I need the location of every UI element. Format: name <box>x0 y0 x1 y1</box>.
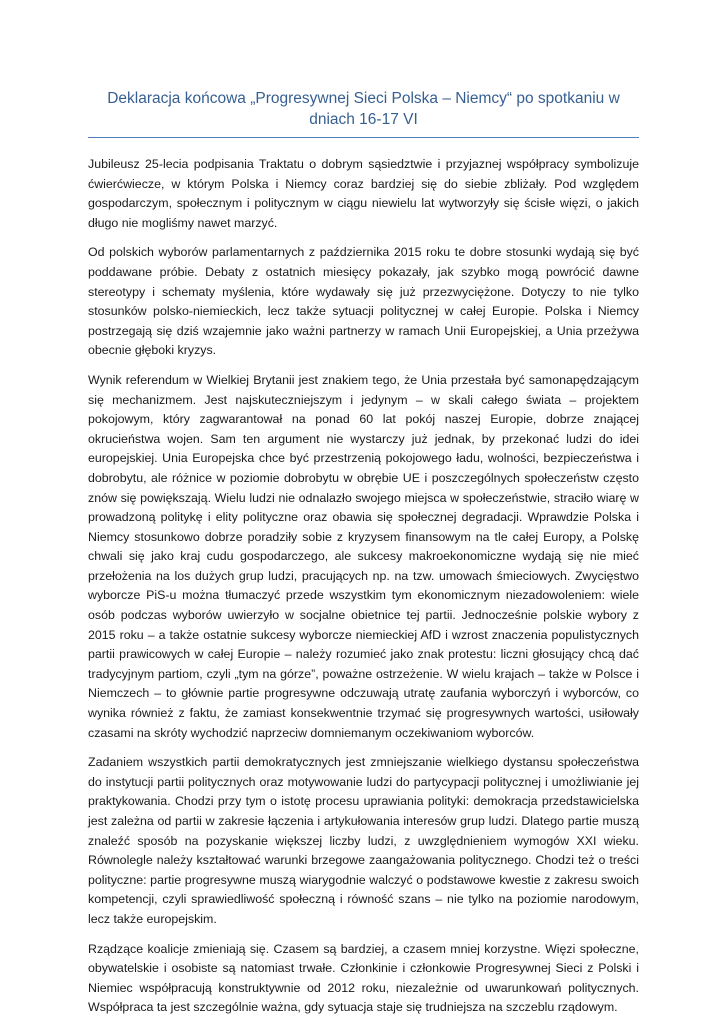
paragraph: Rządzące koalicje zmieniają się. Czasem są bardziej, a czasem mniej korzystne. Więzi społeczne, obywatelskie i osobiste są natomiast trwałe. Członkinie i członkowie Progresywnej Sieci z Polski i Niemiec współpracują konstruktywnie od 2012 roku, niezależnie od uwarunkowań politycznych. Współpraca ta jest szczególnie ważna, gdy sytuacja staje się trudniejsza na szczeblu rządowym. <box>88 941 639 1015</box>
document-title: Deklaracja końcowa „Progresywnej Sieci Polska – Niemcy“ po spotkaniu w dniach 16-17 VI <box>107 90 620 128</box>
paragraph: Zadaniem wszystkich partii demokratycznych jest zmniejszanie wielkiego dystansu społeczeństwa do instytucji partii politycznych oraz motywowanie ludzi do partycypacji politycznej i umożliwianie jej praktykowania. Chodzi przy tym o istotę procesu uprawiania polityki: demokracja przedstawicielska jest zależna od partii w zakresie łączenia i artykułowania interesów grup ludzi. Dlatego partie muszą znaleźć sposób na pozyskanie większej liczby ludzi, z uwzględnieniem wymogów XXI wieku. Równolegle należy kształtować warunki brzegowe zaangażowania politycznego. Chodzi też o treści polityczne: partie progresywne muszą wiarygodnie walczyć o podstawowe kwestie z zakresu swoich kompetencji, czyli sprawiedliwość społeczną i równość szans – nie tylko na poziomie narodowym, lecz także europejskim. <box>88 755 639 926</box>
document-body <box>88 155 639 1018</box>
paragraph: Jubileusz 25-lecia podpisania Traktatu o dobrym sąsiedztwie i przyjaznej współpracy symbolizuje ćwierćwiecze, w którym Polska i Niemcy coraz bardziej się do siebie zbliżały. Pod względem gospodarczym, społecznym i politycznym w ciągu niewielu lat wytworzyły się ścisłe więzi, o jakich długo nie mogliśmy nawet marzyć. <box>88 157 639 230</box>
title-divider <box>88 137 639 138</box>
paragraph: Wynik referendum w Wielkiej Brytanii jest znakiem tego, że Unia przestała być samonapędzającym się mechanizmem. Jest najskuteczniejszym i jedynym – w skali całego świata – projektem pokojowym, który zagwarantował na ponad 60 lat pokój naszej Europie, dobrze znającej okrucieństwa wojen. Sam ten argument nie wystarczy już jednak, by przekonać ludzi do idei europejskiej. Unia Europejska chce być przestrzenią pokojowego ładu, wolności, bezpieczeństwa i dobrobytu, ale różnice w poziomie dobrobytu w obrębie UE i poszczególnych społeczeństw często znów się powiększają. Wielu ludzi nie odnalazło swojego miejsca w społeczeństwie, straciło wiarę w prowadzoną politykę i elity polityczne oraz obawia się społecznej degradacji. Wprawdzie Polska i Niemcy stosunkowo dobrze poradziły sobie z kryzysem finansowym na tle całej Europy, a Polskę chwali się jako kraj cudu gospodarczego, ale sukcesy makroekonomiczne wydają się nie mieć przełożenia na los dużych grup ludzi, pracujących np. na tzw. umowach śmieciowych. Zwycięstwo wyborcze PiS-u można tłumaczyć przede wszystkim tym ekonomicznym niezadowoleniem: wiele osób podczas wyborów uwierzyło w socjalne obietnice tej partii. Jednocześnie polskie wybory z 2015 roku – a także ostatnie sukcesy wyborcze niemieckiej AfD i wzrost znaczenia populistycznych partii prawicowych w całej Europie – należy rozumieć jako znak protestu: liczni głosujący chcą dać tradycyjnym partiom, czyli „tym na górze”, poważne ostrzeżenie. W wielu krajach – także w Polsce i Niemczech – to głównie partie progresywne odczuwają utratę zaufania wyborczyń i wyborców, co wynika również z faktu, że zamiast konsekwentnie trzymać się progresywnych wartości, usiłowały czasami na skróty wychodzić naprzeciw domniemanym oczekiwaniom wyborców. <box>88 372 639 740</box>
paragraph: Od polskich wyborów parlamentarnych z października 2015 roku te dobre stosunki wydają się być poddawane próbie. Debaty z ostatnich miesięcy pokazały, jak szybko mogą powrócić dawne stereotypy i schematy myślenia, które wydawały się już przezwyciężone. Dotyczy to nie tylko stosunków polsko-niemieckich, lecz także sytuacji politycznej w całej Europie. Polska i Niemcy postrzegają się dziś wzajemnie jako ważni partnerzy w ramach Unii Europejskiej, a Unia przeżywa obecnie głęboki kryzys. <box>88 245 639 358</box>
document-page <box>88 0 639 1028</box>
